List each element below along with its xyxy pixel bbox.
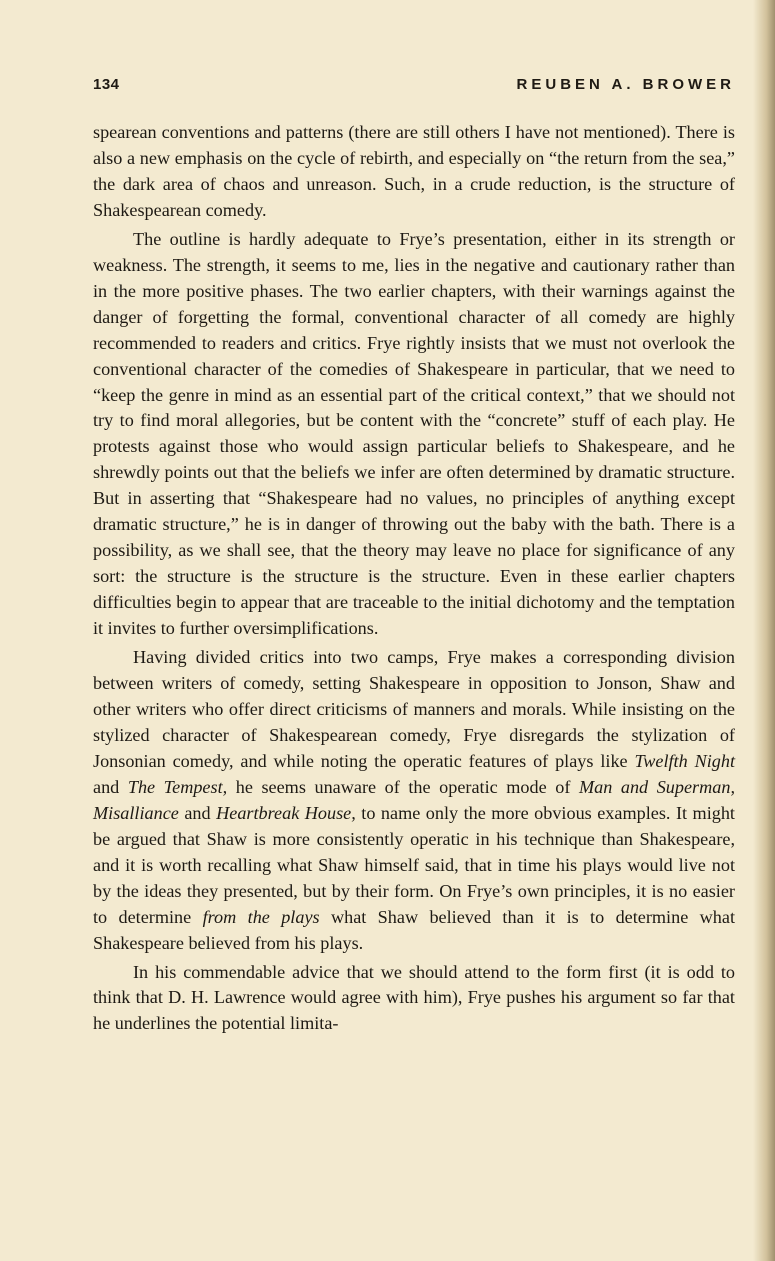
play-title: Twelfth Night	[634, 750, 735, 771]
running-head: REUBEN A. BROWER	[516, 76, 735, 93]
text-segment: what Shaw believed than it is to determine what Shakespeare believed from his plays.	[93, 906, 735, 953]
paragraph-2	[93, 227, 735, 642]
text-segment: to name only the more obvious examples. It might be argued that Shaw is more consistently operatic in his technique than Shakespeare, and it is worth recalling what Shaw himself said, that in time his plays would live not by the ideas they presented, but by their form. On Frye’s own principles, it is no easier to determine	[93, 802, 735, 927]
text-segment: The outline is hardly adequate to Frye’s presentation, either in its strength or weakness. The strength, it seems to me, lies in the negative and cautionary rather than in the more positive phases. The two earlier chapters, with their warnings against the danger of forgetting the formal, conventional character of all comedy are highly recommended to readers and critics. Frye rightly insists that we must not overlook the conventional character of the comedies of Shakespeare in particular, that we need to “keep the genre in mind as an essential part of the critical context,” that we should not try to find moral allegories, but be content with the “concrete” stuff of each play. He protests against those who would assign particular beliefs to Shakespeare, and he shrewdly points out that the beliefs we infer are often determined by dramatic structure. But in asserting that “Shakespeare had no values, no principles of anything except dramatic structure,” he is in danger of throwing out the baby with the bath. There is a possibility, as we shall see, that the theory may leave no place for significance of any sort: the structure is the structure is the structure. Even in these earlier chapters difficulties begin to appear that are traceable to the initial dichotomy and the temptation it invites to further oversimplifications.	[93, 228, 735, 639]
paragraph-4	[93, 960, 735, 1038]
page-number: 134	[93, 76, 120, 93]
text-segment: and	[93, 776, 128, 797]
text-segment: and	[178, 802, 217, 823]
emphasis: from the plays	[202, 906, 320, 927]
text-segment: In his commendable advice that we should attend to the form first (it is odd to think that D. H. Lawrence would agree with him), Frye pushes his argument so far that he underlines the potential limita-	[93, 961, 735, 1034]
page-edge-shadow	[753, 0, 775, 1261]
text-segment: spearean conventions and patterns (there are still others I have not mentioned). There is also a new emphasis on the cycle of rebirth, and especially on “the return from the sea,” the dark area of chaos and unreason. Such, in a crude reduction, is the structure of Shakespearean comedy.	[93, 122, 735, 220]
play-title: Heartbreak House,	[216, 802, 356, 823]
text-segment: Having divided critics into two camps, Frye makes a corresponding division between writers of comedy, setting Shakespeare in opposition to Jonson, Shaw and other writers who offer direct criticisms of manners and morals. While insisting on the stylized character of Shakespearean comedy, Frye disregards the stylization of Jonsonian comedy, and while noting the operatic features of plays like	[93, 647, 735, 771]
text-segment: he seems unaware of the operatic mode of	[227, 776, 579, 797]
play-title: The Tempest,	[127, 776, 228, 797]
paragraph-3	[93, 645, 735, 956]
page-header	[93, 76, 735, 102]
play-title: Man and Superman, Misalliance	[93, 776, 735, 823]
paragraph-1	[93, 120, 735, 224]
body-text	[93, 120, 735, 1040]
